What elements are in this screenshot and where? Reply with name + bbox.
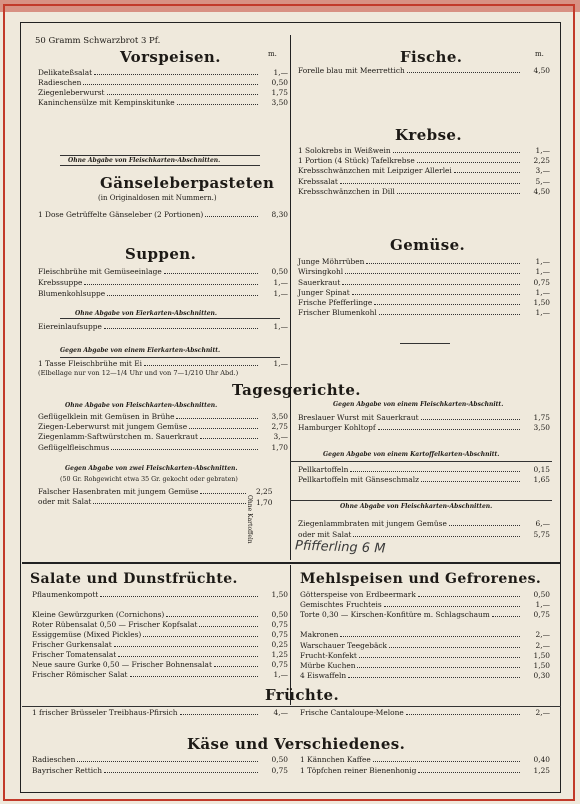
heading-vorspeisen: Vorspeisen. — [120, 48, 221, 66]
bread-note: 50 Gramm Schwarzbrot 3 Pf. — [35, 36, 161, 46]
menu-item: oder mit Salat 5,75 — [298, 530, 550, 539]
menu-item: Sauerkraut 0,75 — [298, 278, 550, 287]
unit-label: m. — [535, 50, 544, 58]
menu-item: Krebsschwänzchen in Dill 4,50 — [298, 187, 550, 196]
menu-item: Breslauer Wurst mit Sauerkraut 1,75 — [298, 413, 550, 422]
menu-item: 1 Tasse Fleischbrühe mit Ei 1,— — [38, 359, 288, 368]
menu-item: 4 Eiswaffeln 0,30 — [300, 671, 550, 680]
rule-2 — [60, 165, 260, 166]
menu-item: Frucht-Konfekt 1,50 — [300, 651, 550, 660]
menu-item: Götterspeise von Erdbeermark 0,50 — [300, 590, 550, 599]
rule-1 — [60, 155, 260, 156]
heading-fruechte: Früchte. — [265, 686, 340, 704]
heading-kaese: Käse und Verschiedenes. — [187, 735, 406, 753]
rule-6 — [290, 500, 552, 501]
handwritten-note: Pfifferling 6 M — [294, 538, 386, 557]
menu-item: Pflaumenkompott 1,50 — [32, 590, 288, 599]
heading-fische: Fische. — [400, 48, 463, 66]
menu-item: Roter Rübensalat 0,50 — Frischer Kopfsalat 0,75 — [32, 620, 288, 629]
menu-item: Frischer Tomatensalat 1,25 — [32, 650, 288, 659]
menu-item: Pellkartoffeln 0,15 — [298, 465, 550, 474]
menu-item: Delikateßsalat 1,— — [38, 68, 288, 77]
ration-note: Gegen Abgabe von einem Eierkarten-Abschnitt. — [60, 347, 221, 354]
ration-note: Gegen Abgabe von einem Kartoffelkarten-Abschnitt. — [323, 451, 500, 458]
menu-item: Hamburger Kohltopf 3,50 — [298, 423, 550, 432]
menu-item: 1 Töpfchen reiner Bienenhonig 1,25 — [300, 766, 550, 775]
column-divider-top — [290, 35, 291, 560]
menu-item: 1 frischer Brüsseler Treibhaus-Pfirsich 4,— — [32, 708, 288, 717]
ration-note: Ohne Abgabe von Eierkarten-Abschnitten. — [75, 310, 218, 317]
menu-item: Wirsingkohl 1,— — [298, 267, 550, 276]
ration-note: Gegen Abgabe von zwei Fleischkarten-Abschnitten. — [65, 465, 238, 472]
short-rule — [400, 343, 450, 344]
ration-note: Gegen Abgabe von einem Fleischkarten-Abschnitt. — [333, 401, 504, 408]
menu-item: Geflügelklein mit Gemüsen in Brühe 3,50 — [38, 412, 288, 421]
heading-suppen: Suppen. — [125, 245, 197, 263]
ration-note: Ohne Abgabe von Fleischkarten-Abschnitten. — [68, 157, 221, 164]
menu-item: Pellkartoffeln mit Gänseschmalz 1,65 — [298, 475, 550, 484]
menu-item: Junger Spinat 1,— — [298, 288, 550, 297]
menu-item: Makronen 2,— — [300, 630, 550, 639]
ration-note: Ohne Abgabe von Fleischkarten-Abschnitten. — [340, 503, 493, 510]
ration-note: Ohne Abgabe von Fleischkarten-Abschnitten. — [65, 402, 218, 409]
menu-item: 1 Solokrebs in Weißwein 1,— — [298, 146, 550, 155]
menu-item: 1 Kännchen Kaffee 0,40 — [300, 755, 550, 764]
menu-item: Blumenkohlsuppe 1,— — [38, 289, 288, 298]
menu-item: Frischer Gurkensalat 0,25 — [32, 640, 288, 649]
menu-item: 1 Portion (4 Stück) Tafelkrebse 2,25 — [298, 156, 550, 165]
menu-item: 1 Dose Getrüffelte Gänseleber (2 Portionen) 8,30 — [38, 210, 288, 219]
menu-item: Junge Möhrrüben 1,— — [298, 257, 550, 266]
price: 2,25 — [256, 487, 273, 496]
gaenseleber-sub: (in Originaldosen mit Nummern.) — [98, 194, 217, 202]
menu-item: Frischer Römischer Salat 1,— — [32, 670, 288, 679]
menu-item: Frischer Blumenkohl 1,— — [298, 308, 550, 317]
menu-item: Krebssuppe 1,— — [38, 278, 288, 287]
roast-note: (50 Gr. Rohgewicht etwa 35 Gr. gekocht oder gebraten) — [60, 476, 238, 483]
menu-item: Ziegenleberwurst 1,75 — [38, 88, 288, 97]
menu-item: Falscher Hasenbraten mit jungem Gemüse — [38, 487, 246, 497]
menu-item: Essiggemüse (Mixed Pickles) 0,75 — [32, 630, 288, 639]
heading-gemuese: Gemüse. — [390, 236, 466, 254]
section-divider-2 — [22, 706, 561, 707]
menu-item: Ziegenlammbraten mit jungem Gemüse 6,— — [298, 519, 550, 528]
menu-item: Bayrischer Rettich 0,75 — [32, 766, 288, 775]
rule-3 — [60, 318, 280, 319]
side-note: Ohne Kartoffeln — [246, 495, 253, 544]
menu-item: Krebsschwänzchen mit Leipziger Allerlei 3,— — [298, 166, 550, 175]
unit-label: m. — [268, 50, 277, 58]
column-divider-bottom — [290, 565, 291, 705]
menu-item: Fleischbrühe mit Gemüseeinlage 0,50 — [38, 267, 288, 276]
heading-gaenseleber: Gänseleberpasteten — [100, 174, 275, 192]
heading-salate: Salate und Dunstfrüchte. — [30, 571, 238, 587]
price: 1,70 — [256, 498, 273, 507]
menu-item: Torte 0,30 — Kirschen-Konfitüre m. Schlagschaum 0,75 — [300, 610, 550, 619]
heading-krebse: Krebse. — [395, 126, 462, 144]
menu-item: Geflügelfleischmus 1,70 — [38, 443, 288, 452]
menu-item: Frische Pfefferlinge 1,50 — [298, 298, 550, 307]
menu-item: Forelle blau mit Meerrettich 4,50 — [298, 66, 550, 75]
menu-item: Radieschen 0,50 — [38, 78, 288, 87]
rule-4 — [60, 357, 280, 358]
serving-hours: (Elbellage nur von 12—1/4 Uhr und von 7—1/210 Uhr Abd.) — [38, 369, 239, 377]
menu-item: Frische Cantaloupe-Melone 2,— — [300, 708, 550, 717]
menu-item: Kaninchensülze mit Kempinskitunke 3,50 — [38, 98, 288, 107]
menu-item: Ziegenlamm-Saftwürstchen m. Sauerkraut 3,— — [38, 432, 288, 441]
menu-item: Eiereinlaufsuppe 1,— — [38, 322, 288, 331]
rule-5 — [290, 461, 552, 462]
menu-item: Ziegen-Leberwurst mit jungem Gemüse 2,75 — [38, 422, 288, 431]
menu-item: Mürbe Kuchen 1,50 — [300, 661, 550, 670]
menu-item: Krebssalat 5,— — [298, 177, 550, 186]
section-divider — [22, 562, 561, 564]
heading-tagesgerichte: Tagesgerichte. — [232, 381, 361, 399]
menu-item: Kleine Gewürzgurken (Cornichons) 0,50 — [32, 610, 288, 619]
menu-item: oder mit Salat — [38, 497, 246, 507]
menu-item: Radieschen 0,50 — [32, 755, 288, 764]
menu-item: Warschauer Teegebäck 2,— — [300, 641, 550, 650]
menu-item: Gemischtes Fruchteis 1,— — [300, 600, 550, 609]
heading-mehlspeisen: Mehlspeisen und Gefrorenes. — [300, 571, 542, 587]
menu-item: Neue saure Gurke 0,50 — Frischer Bohnensalat 0,75 — [32, 660, 288, 669]
